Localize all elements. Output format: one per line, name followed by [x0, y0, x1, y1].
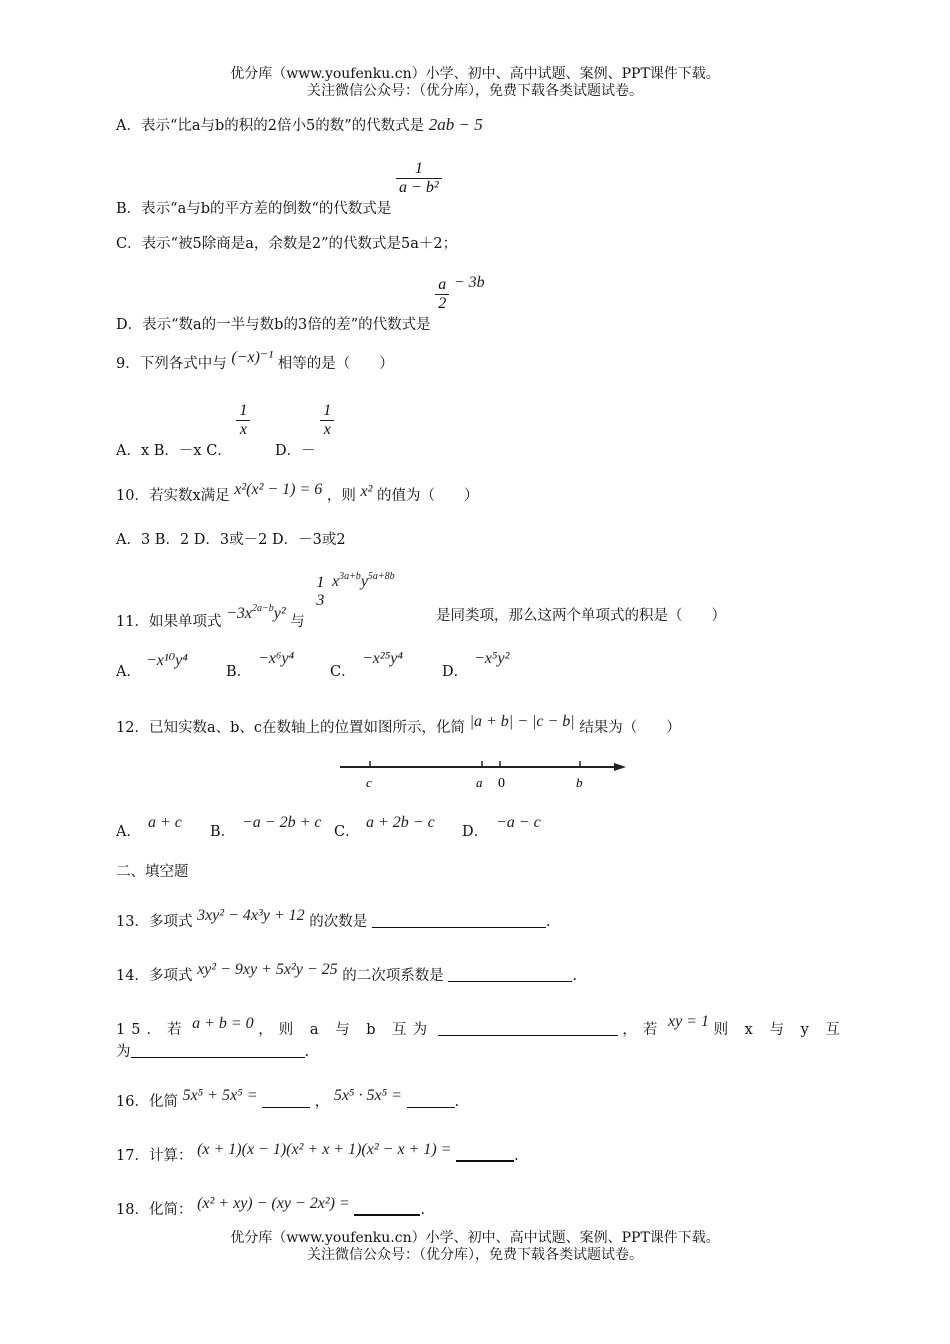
q11-c-expr: −x²⁵y⁴: [362, 650, 403, 667]
footer-line-2: 关注微信公众号：（优分库），免费下载各类试题试卷。: [307, 1247, 643, 1263]
q15-expr1: a + b = 0: [192, 1015, 254, 1032]
q11-expr2: $x^{3a+b}y^{5a+8b}$: [331, 571, 395, 590]
q12-d-expr: −a − c: [496, 814, 541, 831]
q8-b-denominator: a − b²: [396, 178, 442, 197]
q9-stem-pre: 9．下列各式中与: [116, 356, 227, 372]
q10-expr: x²(x² − 1) = 6: [234, 481, 323, 498]
q8-option-c: C．表示“被5除商是a，余数是2”的代数式是5a＋2；: [116, 236, 458, 252]
q11-d-expr: −x⁵y²: [474, 650, 510, 667]
q8-b-fraction: [396, 160, 442, 197]
q16-end: .: [454, 1094, 460, 1110]
q10-expr2: x²: [360, 483, 373, 500]
q11-expr2-sup2: 5a+8b: [367, 571, 395, 582]
footer-line-1: 优分库（www.youfenku.cn）小学、初中、高中试题、案例、PPT课件下载。: [230, 1230, 720, 1246]
q11-d-label: D．: [442, 664, 469, 680]
q12-b-expr: −a − 2b + c: [242, 814, 322, 831]
q16-expr2: 5x⁵ · 5x⁵ =: [333, 1087, 402, 1104]
q12-a-expr: a + c: [148, 814, 182, 831]
q9-expr: (−x)⁻¹: [231, 349, 274, 366]
q9-d-label: D．－: [275, 442, 316, 459]
number-line-arrow: [614, 763, 626, 771]
q14-post: 的二次项系数是: [342, 968, 444, 984]
q15-end: .: [304, 1044, 310, 1060]
q17-pre: 17．计算：: [116, 1148, 193, 1164]
q8-option-d: [116, 273, 485, 333]
q8-a-expr: 2ab − 5: [428, 115, 483, 134]
q11-mid: 与: [290, 614, 305, 630]
q11-coef-fraction: [313, 574, 327, 610]
number-line-figure: [330, 755, 640, 795]
q12-c-label: C．: [334, 824, 360, 840]
q11-expr1-sup: 2a−b: [251, 603, 274, 614]
q15-expr2: xy = 1: [667, 1013, 709, 1030]
q15-answer-blank-1[interactable]: [438, 1021, 618, 1036]
header-line-2: 关注微信公众号：（优分库），免费下载各类试题试卷。: [307, 83, 643, 99]
q8-d-fraction: [435, 276, 449, 313]
q17-expr: (x + 1)(x − 1)(x² + x + 1)(x² − x + 1) =: [197, 1141, 452, 1158]
q8-d-numerator: a: [438, 276, 447, 293]
q8-a-text: A．表示“比a与b的积的2倍小5的数”的代数式是: [116, 118, 425, 134]
header-line-1: 优分库（www.youfenku.cn）小学、初中、高中试题、案例、PPT课件下载。: [230, 66, 720, 82]
q17-end: .: [514, 1148, 519, 1164]
q11-c-label: C．: [330, 664, 356, 680]
q14-answer-blank[interactable]: [448, 967, 572, 982]
q11-b-expr: −x⁶y⁴: [258, 650, 295, 667]
q9-c-numerator: 1: [239, 402, 248, 419]
q15-mid1: ，则 a 与 b 互为: [258, 1022, 434, 1038]
q11-a-label: A．: [116, 664, 141, 680]
q11-expr1-base: −3x: [226, 605, 252, 622]
q15-answer-blank-2[interactable]: [131, 1043, 305, 1058]
q9-options: [116, 402, 334, 459]
q11-expr2-sup1: 3a+b: [339, 571, 361, 582]
q9-d-denominator: x: [320, 420, 334, 439]
q11-coef-numerator: 1: [316, 574, 325, 591]
q18: [116, 1195, 425, 1219]
q15-tail: 则 x 与 y 互: [713, 1022, 846, 1038]
q11-stem: [116, 571, 726, 630]
q17: [116, 1141, 519, 1165]
q10-options: A．3 B．2 D．3或－2 D．－3或2: [116, 532, 346, 548]
q12-expr: |a + b| − |c − b|: [469, 713, 575, 730]
q12-stem-post: 结果为（ ）: [579, 720, 681, 736]
q8-option-a: [116, 114, 483, 135]
q13-expr: 3xy² − 4x³y + 12: [197, 907, 305, 924]
q10-stem-post: 的值为（ ）: [377, 488, 479, 504]
q12-stem-pre: 12．已知实数a、b、c在数轴上的位置如图所示，化简: [116, 720, 465, 736]
q16-expr1: 5x⁵ + 5x⁵ =: [182, 1087, 258, 1104]
label-zero: 0: [498, 776, 505, 791]
q14-end: .: [572, 968, 577, 984]
q10-stem-pre: 10．若实数x满足: [116, 488, 230, 504]
q8-d-denominator: 2: [435, 294, 449, 313]
q9-options-text: A．x B．－x C．: [116, 442, 232, 459]
q8-b-numerator: 1: [414, 160, 423, 177]
q16-answer-blank-2[interactable]: [407, 1093, 455, 1108]
q13-post: 的次数是: [309, 914, 368, 930]
q9-c-fraction: [236, 402, 250, 439]
label-a: a: [476, 775, 483, 790]
q11-coef-denominator: 3: [316, 592, 325, 609]
q12-c-expr: a + 2b − c: [366, 814, 435, 831]
q12-d-label: D．: [462, 824, 489, 840]
q11-a-expr: −x¹⁰y⁴: [146, 652, 188, 669]
label-b: b: [576, 775, 583, 790]
q18-expr: (x² + xy) − (xy − 2x²) =: [197, 1195, 350, 1212]
q9-stem-post: 相等的是（ ）: [277, 356, 394, 372]
q12-a-label: A．: [116, 824, 141, 840]
q12-stem: [116, 713, 681, 737]
q18-answer-blank[interactable]: [354, 1200, 420, 1216]
q15-line-2: [116, 1040, 309, 1061]
q8-b-text: B．表示“a与b的平方差的倒数“的代数式是: [116, 200, 392, 217]
q15-line-1: [116, 1013, 846, 1039]
q15-mid2: ，若: [622, 1022, 664, 1038]
q18-pre: 18．化简：: [116, 1202, 193, 1218]
q8-option-b: [116, 160, 442, 217]
q12-b-label: B．: [210, 824, 236, 840]
q8-d-tail: − 3b: [453, 273, 485, 291]
label-c: c: [366, 775, 372, 790]
page-header: [0, 66, 950, 100]
q11-expr1-y: y²: [273, 605, 286, 622]
q14-pre: 14．多项式: [116, 968, 193, 984]
q16-pre: 16．化简: [116, 1094, 178, 1110]
q9-stem: [116, 349, 394, 373]
q11-b-label: B．: [226, 664, 252, 680]
q15-pre: 15．若: [116, 1022, 188, 1038]
q16-answer-blank-1[interactable]: [262, 1093, 310, 1108]
q13-end: .: [545, 914, 551, 930]
q17-answer-blank[interactable]: [456, 1146, 514, 1162]
q18-end: .: [420, 1202, 425, 1218]
q15-line2-text: 为: [116, 1044, 131, 1060]
q11-stem-pre: 11．如果单项式: [116, 614, 222, 630]
q13-pre: 13．多项式: [116, 914, 193, 930]
q14-expr: xy² − 9xy + 5x²y − 25: [197, 961, 338, 978]
q11-expr1: [226, 605, 286, 622]
q9-d-fraction: [320, 402, 334, 439]
page-footer: [0, 1230, 950, 1264]
q16: [116, 1087, 460, 1111]
q13: [116, 907, 551, 931]
q10-stem: [116, 481, 479, 505]
q10-stem-mid: ，则: [326, 488, 356, 504]
q11-stem-post: 是同类项，那么这两个单项式的积是（ ）: [436, 608, 726, 624]
section-title-fill-in: 二、填空题: [116, 864, 189, 880]
q13-answer-blank[interactable]: [372, 913, 546, 928]
q9-c-denominator: x: [236, 420, 250, 439]
q9-d-numerator: 1: [323, 402, 332, 419]
q8-d-text: D．表示“数a的一半与数b的3倍的差”的代数式是: [116, 316, 431, 333]
q14: [116, 961, 577, 985]
q16-mid: ，: [314, 1094, 330, 1110]
